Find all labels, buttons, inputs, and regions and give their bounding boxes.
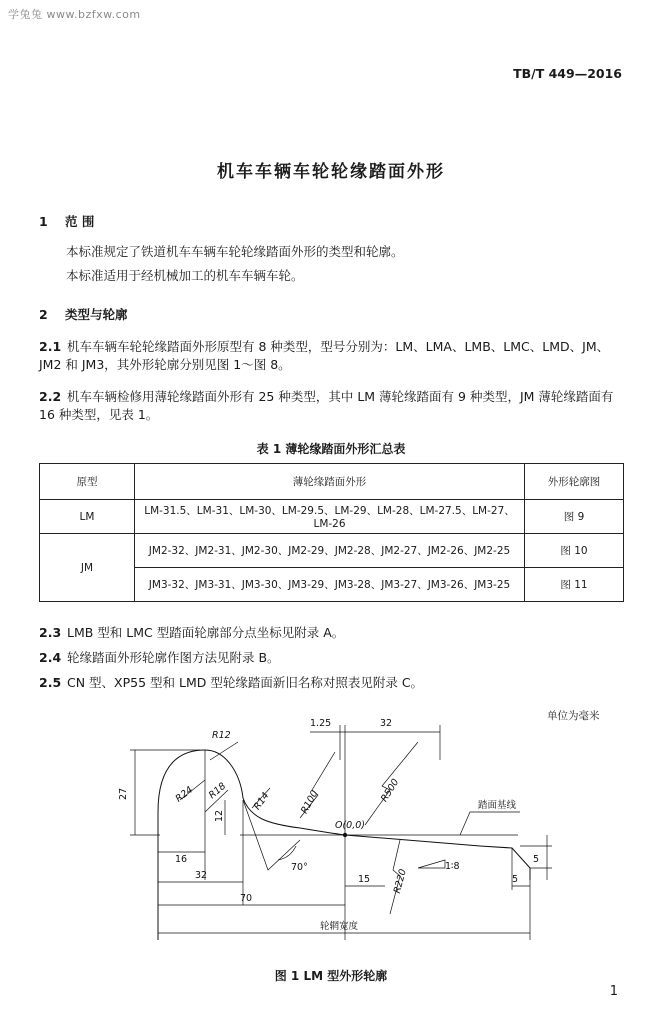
table-cell: JM xyxy=(40,534,135,602)
label-dim-12: 12 xyxy=(214,809,225,822)
watermark: 学兔兔 www.bzfxw.com xyxy=(8,8,141,21)
label-r500: R500 xyxy=(378,777,402,804)
label-baseline: 踏面基线 xyxy=(478,800,517,811)
label-r18: R18 xyxy=(206,780,229,802)
table-cell: JM2-32、JM2-31、JM2-30、JM2-29、JM2-28、JM2-27、JM2-26、JM2-25 xyxy=(135,534,525,568)
figure-caption: 图 1 LM 型外形轮廓 xyxy=(274,969,388,983)
label-angle-70: 70° xyxy=(291,862,308,873)
label-dim-15: 15 xyxy=(358,874,371,885)
label-origin: O(0,0) xyxy=(335,820,365,831)
label-dim-1-25: 1.25 xyxy=(310,718,332,729)
clause-number: 2.2 xyxy=(39,389,62,404)
section-1-title: 范 围 xyxy=(65,214,95,229)
origin-point xyxy=(343,833,347,837)
clause-text: 机车车辆检修用薄轮缘踏面外形有 25 种类型，其中 LM 薄轮缘踏面有 9 种类型，JM 薄轮缘踏面有 16 种类型，见表 1。 xyxy=(39,389,614,422)
section-2-title: 类型与轮廓 xyxy=(65,307,128,322)
label-dim-5-bottom: 5 xyxy=(512,874,519,885)
label-dim-5-right: 5 xyxy=(533,854,540,865)
section-1-para-2: 本标准适用于经机械加工的机车车辆车轮。 xyxy=(66,268,304,283)
table-cell: 图 9 xyxy=(525,500,624,534)
header-cell: 原型 xyxy=(40,464,135,500)
header-cell: 外形轮廓图 xyxy=(525,464,624,500)
label-dim-27: 27 xyxy=(118,787,129,800)
table-cell: LM-31.5、LM-31、LM-30、LM-29.5、LM-29、LM-28、LM-27.5、LM-27、LM-26 xyxy=(135,500,525,534)
clause-text: 机车车辆车轮轮缘踏面外形原型有 8 种类型，型号分别为：LM、LMA、LMB、LMC、LMD、JM、JM2 和 JM3，其外形轮廓分别见图 1～图 8。 xyxy=(39,339,610,372)
label-r14: R14 xyxy=(251,790,272,813)
label-dim-32-top: 32 xyxy=(380,718,393,729)
clause-text: CN 型、XP55 型和 LMD 型轮缘踏面新旧名称对照表见附录 C。 xyxy=(67,675,424,690)
section-2-number: 2 xyxy=(39,307,48,322)
clause-text: LMB 型和 LMC 型踏面轮廓部分点坐标见附录 A。 xyxy=(67,625,345,640)
page-title: 机车车辆车轮轮缘踏面外形 xyxy=(217,162,445,182)
unit-note: 单位为毫米 xyxy=(547,710,600,722)
label-dim-70: 70 xyxy=(240,893,253,904)
table-caption: 表 1 薄轮缘踏面外形汇总表 xyxy=(256,442,406,456)
clause-number: 2.4 xyxy=(39,650,62,665)
label-rim-width: 轮辋宽度 xyxy=(320,921,359,932)
section-1-para-1: 本标准规定了铁道机车车辆车轮轮缘踏面外形的类型和轮廓。 xyxy=(66,244,404,259)
clause-number: 2.5 xyxy=(39,675,62,690)
section-1-number: 1 xyxy=(39,214,48,229)
label-slope: 1∶8 xyxy=(445,861,460,872)
profile-outline xyxy=(158,750,530,940)
clause-number: 2.1 xyxy=(39,339,62,354)
header-cell: 薄轮缘踏面外形 xyxy=(135,464,525,500)
table-cell: 图 10 xyxy=(525,534,624,568)
clause-number: 2.3 xyxy=(39,625,62,640)
table-cell: LM xyxy=(40,500,135,534)
label-r12: R12 xyxy=(212,730,231,741)
clause-text: 轮缘踏面外形轮廓作图方法见附录 B。 xyxy=(67,650,280,665)
label-dim-32-left: 32 xyxy=(195,870,208,881)
label-r100: R100 xyxy=(299,788,321,816)
label-dim-16: 16 xyxy=(175,854,188,865)
table-cell: 图 11 xyxy=(525,568,624,602)
page-number: 1 xyxy=(609,984,618,999)
label-r220: R220 xyxy=(391,867,409,895)
label-r24: R24 xyxy=(173,784,196,805)
standard-number: TB/T 449—2016 xyxy=(513,66,622,81)
table-cell: JM3-32、JM3-31、JM3-30、JM3-29、JM3-28、JM3-27、JM3-26、JM3-25 xyxy=(135,568,525,602)
